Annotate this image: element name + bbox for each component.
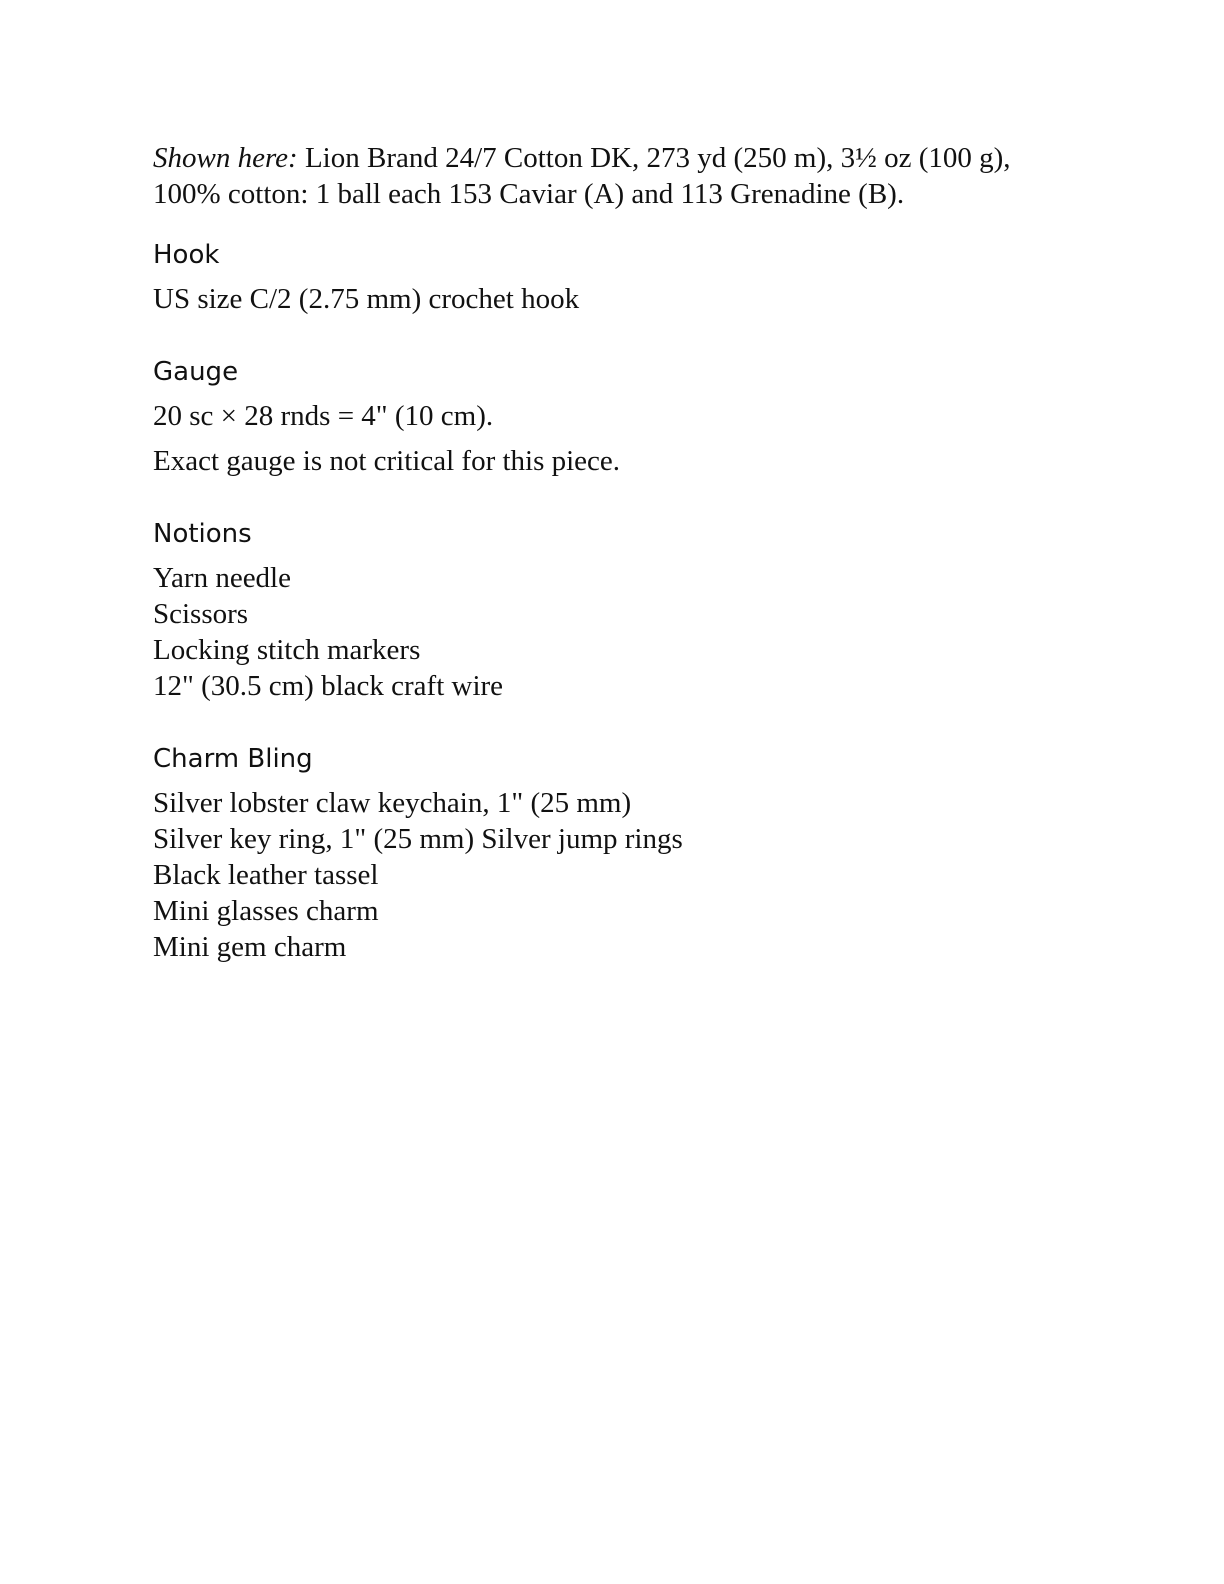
bling-item: Silver lobster claw keychain, 1" (25 mm) [153, 787, 632, 819]
notions-heading: Notions [153, 519, 252, 549]
document-page [153, 140, 1073, 965]
bling-item: Silver key ring, 1" (25 mm) Silver jump rings [153, 823, 683, 855]
hook-heading: Hook [153, 240, 220, 270]
gauge-note: Exact gauge is not critical for this piece. [153, 445, 621, 477]
bling-item: Mini glasses charm [153, 895, 379, 927]
notions-item: Locking stitch markers [153, 634, 421, 666]
notions-item: Scissors [153, 598, 249, 630]
hook-line: US size C/2 (2.75 mm) crochet hook [153, 283, 580, 315]
bling-item: Mini gem charm [153, 931, 347, 963]
notions-item: 12" (30.5 cm) black craft wire [153, 670, 504, 702]
gauge-line: 20 sc × 28 rnds = 4" (10 cm). [153, 400, 494, 432]
hook-section [153, 281, 1073, 317]
gauge-heading: Gauge [153, 357, 239, 387]
yarn-description: Lion Brand 24/7 Cotton DK, 273 yd (250 m), 3½ oz (100 g), 100% cotton: 1 ball each 153 Caviar (A) and 113 Grenadine (B). [153, 142, 1011, 210]
charm-bling-list [153, 785, 1073, 965]
notions-item: Yarn needle [153, 562, 291, 594]
bling-item: Black leather tassel [153, 859, 379, 891]
materials-intro [153, 140, 1073, 212]
shown-here-label: Shown here: [153, 142, 298, 174]
charm-bling-heading: Charm Bling [153, 744, 313, 774]
notions-list [153, 560, 1073, 704]
gauge-section [153, 398, 1073, 479]
